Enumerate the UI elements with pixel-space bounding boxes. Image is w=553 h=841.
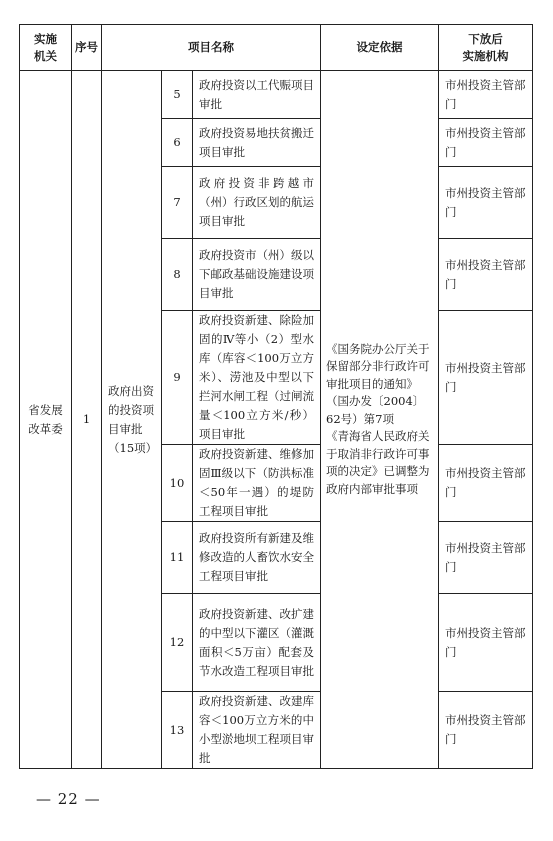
row-num: 11 xyxy=(162,522,193,594)
row-name: 政府投资新建、改建库容＜100万立方米的中小型淤地坝工程项目审批 xyxy=(193,692,321,769)
row-name: 政府投资易地扶贫搬迁项目审批 xyxy=(193,119,321,167)
row-num: 12 xyxy=(162,594,193,692)
agency-cell: 省发展 改革委 xyxy=(20,71,72,769)
row-num: 9 xyxy=(162,311,193,445)
row-name: 政府投资所有新建及维修改造的人畜饮水安全工程项目审批 xyxy=(193,522,321,594)
basis-cell: 《国务院办公厅关于保留部分非行政许可审批项目的通知》（国办发〔2004〕62号）第7项 《青海省人民政府关于取消非行政许可事项的决定》已调整为政府内部审批事项 xyxy=(321,71,439,769)
row-num: 13 xyxy=(162,692,193,769)
header-item-name: 项目名称 xyxy=(102,25,321,71)
header-row xyxy=(20,25,533,71)
row-name: 政府投资非跨越市（州）行政区划的航运项目审批 xyxy=(193,167,321,239)
row-org: 市州投资主管部门 xyxy=(439,167,533,239)
header-org: 下放后 实施机构 xyxy=(439,25,533,71)
row-org: 市州投资主管部门 xyxy=(439,692,533,769)
row-num: 6 xyxy=(162,119,193,167)
row-org: 市州投资主管部门 xyxy=(439,239,533,311)
row-org: 市州投资主管部门 xyxy=(439,445,533,522)
row-name: 政府投资市（州）级以下邮政基础设施建设项目审批 xyxy=(193,239,321,311)
row-org: 市州投资主管部门 xyxy=(439,522,533,594)
row-org: 市州投资主管部门 xyxy=(439,311,533,445)
header-agency: 实施 机关 xyxy=(20,25,72,71)
row-num: 5 xyxy=(162,71,193,119)
row-num: 7 xyxy=(162,167,193,239)
row-num: 8 xyxy=(162,239,193,311)
row-org: 市州投资主管部门 xyxy=(439,594,533,692)
row-num: 10 xyxy=(162,445,193,522)
row-name: 政府投资新建、除险加固的Ⅳ等小（2）型水库（库容＜100万立方米）、涝池及中型以下拦河水闸工程（过闸流量＜100立方米/秒）项目审批 xyxy=(193,311,321,445)
category-cell: 政府出资的投资项目审批（15项） xyxy=(102,71,162,769)
serial-cell: 1 xyxy=(72,71,102,769)
header-serial: 序号 xyxy=(72,25,102,71)
row-org: 市州投资主管部门 xyxy=(439,71,533,119)
row-name: 政府投资新建、改扩建的中型以下灌区（灌溉面积＜5万亩）配套及节水改造工程项目审批 xyxy=(193,594,321,692)
row-name: 政府投资以工代赈项目审批 xyxy=(193,71,321,119)
row-org: 市州投资主管部门 xyxy=(439,119,533,167)
page-number: — 22 — xyxy=(36,790,101,808)
header-basis: 设定依据 xyxy=(321,25,439,71)
approval-items-table xyxy=(19,24,533,769)
table-row xyxy=(20,71,533,119)
row-name: 政府投资新建、维修加固Ⅲ级以下（防洪标准＜50年一遇）的堤防工程项目审批 xyxy=(193,445,321,522)
